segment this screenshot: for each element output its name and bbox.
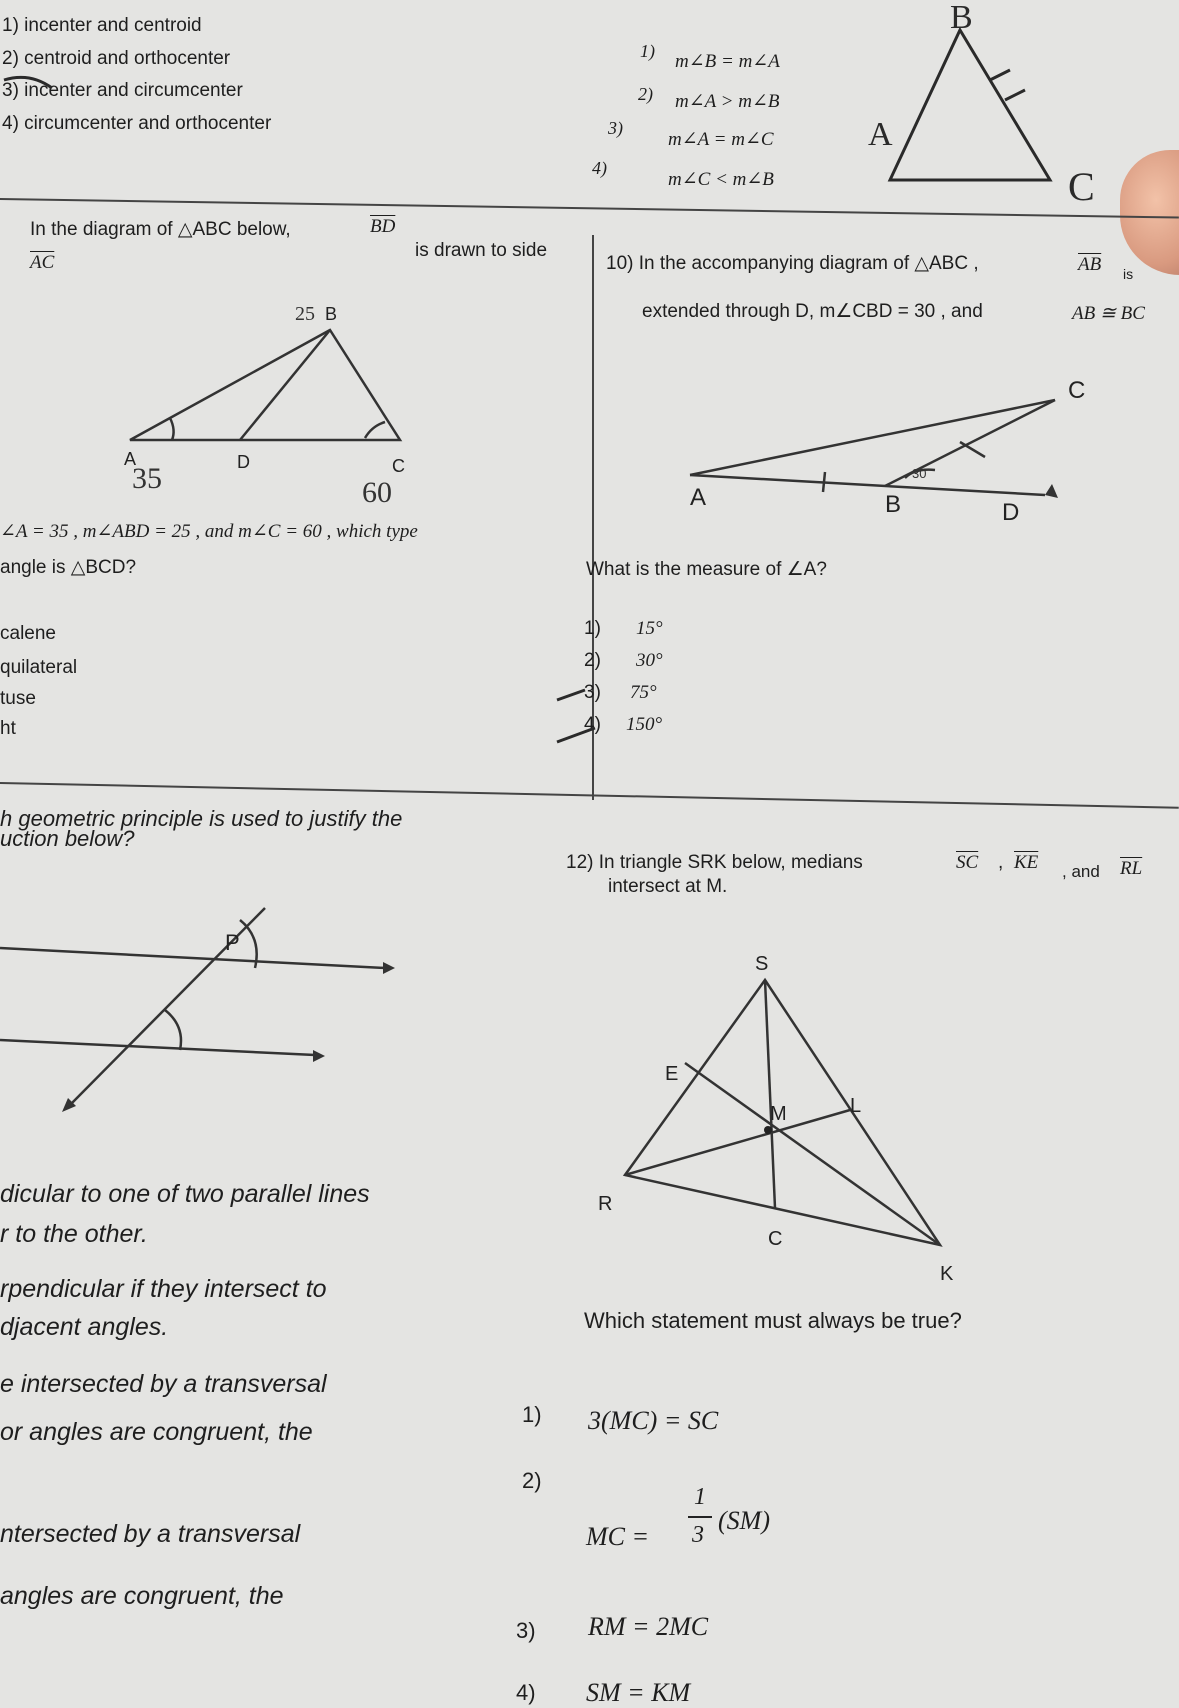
q8-hand-4: 4)	[592, 158, 607, 178]
q7-option-3-circle	[0, 74, 60, 104]
q11-line-1: dicular to one of two parallel lines	[0, 1180, 370, 1208]
q9-option-2[interactable]: quilateral	[0, 657, 78, 678]
q12-stem-2: intersect at M.	[608, 876, 728, 897]
q10-option-2[interactable]: 30°	[636, 650, 663, 671]
q11-line-3: rpendicular if they intersect to	[0, 1275, 327, 1303]
q8-option-2[interactable]: m∠A > m∠B	[675, 91, 780, 112]
q12-option-2-rhs: (SM)	[718, 1506, 770, 1535]
q11-line-4: djacent angles.	[0, 1313, 169, 1341]
q8-hand-2: 2)	[638, 84, 653, 104]
q12-label-m: M	[770, 1103, 787, 1125]
q10-option-4[interactable]: 150°	[626, 714, 663, 735]
q9-label-b: B	[325, 304, 338, 324]
q12-option-4-num: 4)	[516, 1680, 536, 1705]
q9-given: ∠A = 35 , m∠ABD = 25 , and m∠C = 60 , which type	[0, 521, 418, 542]
q11-label-p: P	[225, 930, 240, 955]
q10-question: What is the measure of ∠A?	[586, 559, 827, 580]
q12-option-4[interactable]: SM = KM	[586, 1678, 691, 1707]
q11-stem-1: h geometric principle is used to justify the	[0, 806, 403, 831]
q12-median-rl: $\overline{RL}$	[1120, 858, 1143, 879]
q11-line-6: or angles are congruent, the	[0, 1418, 313, 1446]
q12-median-ke: $\overline{KE}$	[1014, 852, 1039, 873]
q9-hand-a: 35	[132, 462, 162, 495]
q10-hand-30: 30	[912, 466, 927, 481]
q9-question: angle is △BCD?	[0, 557, 137, 578]
q10-label-a: A	[690, 484, 707, 511]
q8-hand-3: 3)	[608, 118, 623, 138]
q10-label-c: C	[1068, 377, 1086, 404]
q11-stem-2: uction below?	[0, 826, 135, 851]
q9-option-4[interactable]: ht	[0, 718, 16, 739]
q12-label-r: R	[598, 1193, 613, 1215]
q8-sketch-triangle	[850, 0, 1110, 210]
q12-option-2-fraction-bar	[688, 1516, 712, 1518]
q11-line-7: ntersected by a transversal	[0, 1520, 301, 1548]
q11-line-5: e intersected by a transversal	[0, 1370, 327, 1398]
q10-stem-1: 10) In the accompanying diagram of △ABC ,	[606, 253, 979, 274]
q11-construction-figure	[0, 900, 420, 1120]
q10-congruent: AB ≅ BC	[1072, 303, 1145, 324]
q9-hand-c: 60	[362, 476, 392, 509]
q9-segment-bd: $\overline{BD}$	[370, 216, 396, 237]
q10-option-3-num: 3)	[584, 682, 601, 703]
q7-option-1[interactable]: 1) incenter and centroid	[2, 15, 202, 36]
q10-option-1[interactable]: 15°	[636, 618, 663, 639]
q10-option-4-num: 4)	[584, 714, 601, 735]
q8-option-4[interactable]: m∠C < m∠B	[668, 169, 774, 190]
q12-option-2-lhs: MC =	[586, 1522, 650, 1551]
q12-option-3-num: 3)	[516, 1618, 536, 1643]
q9-hand-b: 25	[295, 303, 315, 325]
q7-option-4[interactable]: 4) circumcenter and orthocenter	[2, 113, 272, 134]
q12-option-1[interactable]: 3(MC) = SC	[588, 1406, 719, 1435]
q10-triangle-figure	[680, 377, 1100, 540]
q9-label-a: A	[124, 449, 137, 469]
q10-is: is	[1123, 266, 1134, 282]
q8-option-3[interactable]: m∠A = m∠C	[668, 129, 774, 150]
q9-option-3[interactable]: tuse	[0, 688, 36, 709]
q12-option-2-den: 3	[692, 1522, 704, 1548]
q8-sketch-label-c: C	[1068, 164, 1095, 209]
q10-answer-marks	[555, 688, 605, 748]
q12-label-c: C	[768, 1228, 783, 1250]
q10-option-1-num: 1)	[584, 618, 601, 639]
q12-label-e: E	[665, 1063, 679, 1085]
q12-label-k: K	[940, 1263, 954, 1285]
q10-stem-2: extended through D, m∠CBD = 30 , and	[642, 301, 983, 322]
q11-line-2: r to the other.	[0, 1220, 148, 1248]
q10-label-b: B	[885, 491, 902, 518]
q10-option-3[interactable]: 75°	[630, 682, 657, 703]
q12-triangle-figure	[590, 940, 990, 1300]
finger	[1120, 150, 1179, 275]
q10-segment-ab: $\overline{AB}$	[1078, 254, 1102, 275]
q12-label-s: S	[755, 953, 769, 975]
q12-option-2-num: 2)	[522, 1468, 542, 1493]
q9-stem-1b: is drawn to side	[415, 240, 548, 261]
q9-stem-1: In the diagram of △ABC below,	[30, 219, 291, 240]
q9-segment-ac: $\overline{AC}$	[30, 252, 55, 273]
q12-median-sc: $\overline{SC}$	[956, 852, 979, 873]
q12-option-3[interactable]: RM = 2MC	[588, 1612, 709, 1641]
q12-label-l: L	[850, 1095, 862, 1117]
q12-question: Which statement must always be true?	[584, 1308, 962, 1333]
q11-line-8: angles are congruent, the	[0, 1582, 284, 1610]
q12-sep-2: , and	[1062, 862, 1100, 881]
q9-triangle-figure	[110, 290, 430, 520]
divider-row2	[0, 782, 1179, 809]
q7-option-2[interactable]: 2) centroid and orthocenter	[2, 48, 231, 69]
q12-sep-1: ,	[998, 852, 1004, 873]
q9-label-d: D	[237, 452, 250, 472]
q8-sketch-label-a: A	[868, 116, 893, 153]
q8-sketch-label-b: B	[950, 0, 973, 36]
q9-option-1[interactable]: calene	[0, 623, 56, 644]
q9-label-c: C	[392, 456, 405, 476]
q12-option-2-num-top: 1	[694, 1484, 706, 1510]
q12-stem-1: 12) In triangle SRK below, medians	[566, 852, 863, 873]
q7-option-3[interactable]: 3) incenter and circumcenter	[2, 80, 243, 101]
q10-option-2-num: 2)	[584, 650, 601, 671]
q8-hand-1: 1)	[640, 41, 655, 61]
q10-label-d: D	[1002, 499, 1020, 526]
q8-option-1[interactable]: m∠B = m∠A	[675, 51, 780, 72]
q12-option-1-num: 1)	[522, 1402, 542, 1427]
